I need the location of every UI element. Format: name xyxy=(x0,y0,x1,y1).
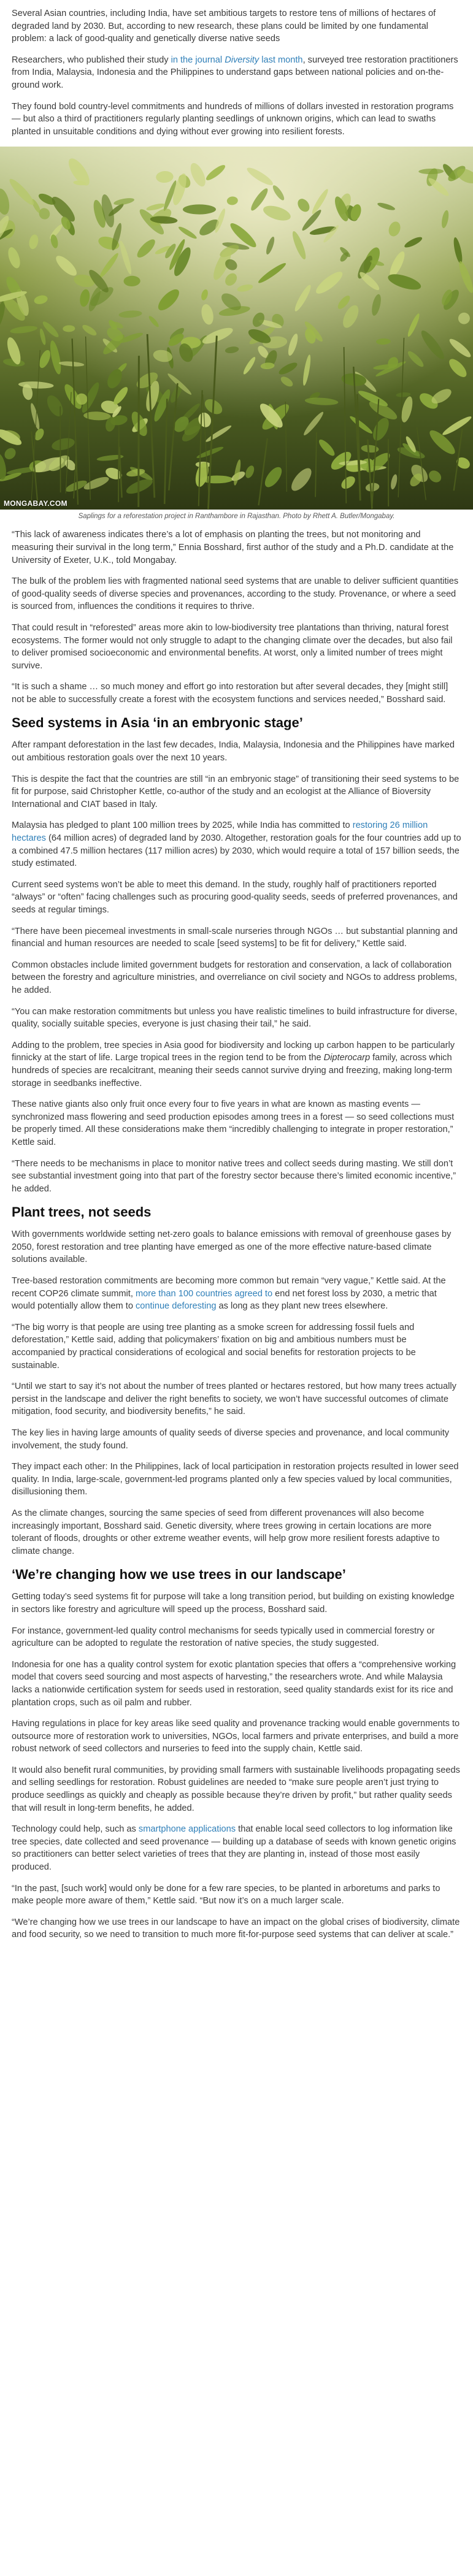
inline-link[interactable] xyxy=(225,55,259,65)
intro-paragraph: Researchers, who published their study in the journal Diversity last month, surveyed tree restoration practitioners from India, Malaysia, Indonesia and the Philippines to understand gaps between national policies and on-the-ground work. xyxy=(12,55,458,90)
body-paragraph: Common obstacles include limited government budgets for restoration and conservation, a lack of collaboration between the forestry and agriculture ministries, and overreliance on civil society and NGOs to address problems, he added. xyxy=(12,960,457,995)
body-paragraph: The key lies in having large amounts of quality seeds of diverse species and provenance, and local community involvement, the study found. xyxy=(12,1428,450,1451)
article-intro xyxy=(12,7,461,138)
section-heading: ‘We’re changing how we use trees in our landscape’ xyxy=(12,1567,346,1583)
inline-link[interactable]: more than 100 countries agreed to xyxy=(135,1288,273,1299)
body-paragraph: As the climate changes, sourcing the same species of seed from different provenances will also become increasingly important, Bosshard said. Genetic diversity, where trees growing in certain locations are more tolerant of floods, droughts or other extreme weather events, will help grow more resilient forests adaptive to climate change. xyxy=(12,1508,440,1556)
inline-link[interactable]: in the journal xyxy=(171,55,225,65)
body-paragraph: These native giants also only fruit once every four to five years in what are known as masting events — synchronized mass flowering and seed production episodes among trees in a forest — so seed collections must be properly timed. All these considerations make them “incredibly challenging to integrate in proper restoration,” Kettle said. xyxy=(12,1099,455,1147)
body-paragraph: It would also benefit rural communities, by providing small farmers with sustainable livelihoods propagating seeds and selling seedlings for restoration. Robust guidelines are needed to “make sure people aren’t just trying to produce seedlings as quickly and cheaply as possible because they’re driven by profit,” but rather quality seeds that will result in long-term benefits, he added. xyxy=(12,1765,460,1813)
article-figure xyxy=(0,147,473,521)
body-paragraph: That could result in “reforested” areas more akin to low-biodiversity tree plantations than thriving, natural forest ecosystems. The former would not only struggle to adapt to the changing climate over the decades, but also fail to deliver promised socioeconomic and environmental benefits. At worst, only a limited number of trees might survive. xyxy=(12,622,453,671)
body-paragraph: The bulk of the problem lies with fragmented national seed systems that are unable to deliver sufficient quantities of good-quality seeds of diverse species and provenances, according to the study. Provenance, or where a seed is sourced from, influences the conditions it requires to thrive. xyxy=(12,576,459,612)
body-paragraph: “There have been piecemeal investments in small-scale nurseries through NGOs … but substantial planning and financial and human resources are needed to scale [seed systems] to be fit for delivery,” Kettle said. xyxy=(12,926,458,949)
body-paragraph: Having regulations in place for key areas like seed quality and provenance tracking would enable governments to outsource more of restoration work to universities, NGOs, local farmers and private enterprises, and build a more robust network of seed collectors and nurseries to feed into the supply chain, Kettle said. xyxy=(12,1719,460,1754)
body-paragraph: This is despite the fact that the countries are still “in an embryonic stage” of transitioning their seed systems to be fit for purpose, said Christopher Kettle, co-author of the study and an ecologist at the Alliance of Bioversity International and CIAT based in Italy. xyxy=(12,774,460,809)
body-paragraph: Malaysia has pledged to plant 100 million trees by 2025, while India has committed to restoring 26 million hectares (64 million acres) of degraded land by 2030. Altogether, restoration goals for the four countries add up to a combined 47.5 million hectares (117 million acres) by 2030, which would require a total of 157 billion seeds, the study estimated. xyxy=(12,820,461,869)
body-paragraph: “The big worry is that people are using tree planting as a smoke screen for addressing fossil fuels and deforestation,” Kettle said, adding that policymakers’ fixation on big and ambitious numbers must be accompanied by practical considerations of ecological and social benefits for restoration projects to be sustainable. xyxy=(12,1322,416,1370)
sapling-photo xyxy=(0,147,473,510)
body-paragraph: “You can make restoration commitments but unless you have realistic timelines to build infrastructure for diverse, quality, socially suitable species, everyone is just chasing their tail,” he said. xyxy=(12,1006,458,1030)
inline-link[interactable]: last month xyxy=(259,55,303,65)
body-paragraph: Adding to the problem, tree species in Asia good for biodiversity and locking up carbon happen to be particularly finnicky at the start of life. Large tropical trees in the region tend to be from the Dipterocarp family, across which hundreds of species are recalcitrant, meaning their seeds cannot survive drying and freezing, making long-term storage in seedbanks ineffective. xyxy=(12,1040,455,1088)
body-paragraph: Indonesia for one has a quality control system for exotic plantation species that offers a “comprehensive working model that covers seed sourcing and most aspects of harvesting,” the researchers wrote. And while Malaysia lacks a nationwide certification system for seeds used in restoration, seed quality standards exist for its rice and plantation crops, such as oil palm and rubber. xyxy=(12,1659,456,1708)
body-paragraph: Tree-based restoration commitments are becoming more common but remain “very vague,” Kettle said. At the recent COP26 climate summit, more than 100 countries agreed to end net forest loss by 2030, a metric that would potentially allow them to continue deforesting as long as they plant new trees elsewhere. xyxy=(12,1276,446,1312)
body-paragraph: “There needs to be mechanisms in place to monitor native trees and collect seeds during masting. We still don’t see substantial investment going into that part of the forestry sector because there’s limited economic incentive,” he added. xyxy=(12,1158,456,1194)
sapling-stem xyxy=(118,426,119,502)
inline-emphasis[interactable]: Diversity xyxy=(225,55,260,65)
body-paragraph: Getting today’s seed systems fit for purpose will take a long transition period, but building on existing knowledge in sectors like forestry and agriculture will speed up the process, Bosshard said. xyxy=(12,1592,455,1615)
sapling-photo-illustration xyxy=(0,147,473,510)
body-paragraph: Technology could help, such as smartphone applications that enable local seed collectors to log information like tree species, date collected and seed provenance — building up a database of seeds with known genetic origins so practitioners can better select varieties of trees that they are planting in, instead of those most easily produced. xyxy=(12,1824,456,1873)
intro-paragraph: They found bold country-level commitments and hundreds of millions of dollars invested in restoration programs — but also a third of practitioners regularly planting seedlings of unknown origins, which can lead to swaths planted in unsuitable conditions and dying without ever growing into resilient forests. xyxy=(12,101,454,137)
body-paragraph: “In the past, [such work] would only be done for a few rare species, to be planted in arboretums and parks to make people more aware of them,” Kettle said. “But now it’s on a much larger scale. xyxy=(12,1883,440,1906)
section-heading: Seed systems in Asia ‘in an embryonic stage’ xyxy=(12,715,303,731)
inline-link[interactable]: continue deforesting xyxy=(136,1301,217,1312)
body-paragraph: Current seed systems won’t be able to meet this demand. In the study, roughly half of practitioners reported “always” or “often” facing challenges such as procuring good-quality seeds, seeds of preferred provenances, and seeds at regular timings. xyxy=(12,879,458,915)
section-heading: Plant trees, not seeds xyxy=(12,1204,152,1220)
body-paragraph: For instance, government-led quality control mechanisms for seeds typically used in commercial forestry or agriculture can be adopted to regulate the restoration of native species, the study suggested. xyxy=(12,1626,435,1649)
inline-link[interactable]: restoring 26 million hectares xyxy=(12,820,428,844)
body-paragraph: With governments worldwide setting net-zero goals to balance emissions with removal of greenhouse gases by 2050, forest restoration and tree planting have emerged as one of the more effective nature-based climate solutions available. xyxy=(12,1229,452,1265)
body-paragraph: “This lack of awareness indicates there’s a lot of emphasis on planting the trees, but not monitoring and measuring their survival in the long term,” Ennia Bosshard, first author of the study and a Ph.D. candidate at the University of Exeter, U.K., told Mongabay. xyxy=(12,530,454,565)
photo-watermark: MONGABAY.COM xyxy=(4,499,67,508)
inline-link[interactable]: smartphone applications xyxy=(138,1824,236,1835)
article-body xyxy=(12,529,461,1941)
body-paragraph: They impact each other: In the Philippines, lack of local participation in restoration projects resulted in lower seed quality. In India, large-scale, government-led programs planted only a few species valued by local communities, disillusioning them. xyxy=(12,1462,459,1497)
photo-caption: Saplings for a reforestation project in Ranthambore in Rajasthan. Photo by Rhett A. Butler/Mongabay. xyxy=(78,513,395,521)
body-paragraph: “It is such a shame … so much money and effort go into restoration but after several decades, they [might still] not be able to successfully create a forest with the ecosystem functions and services needed,” Bosshard said. xyxy=(12,682,448,705)
body-paragraph: After rampant deforestation in the last few decades, India, Malaysia, Indonesia and the Philippines have marked out ambitious restoration goals over the next 10 years. xyxy=(12,740,455,763)
body-paragraph: “We’re changing how we use trees in our landscape to have an impact on the global crises of biodiversity, climate and food security, so we need to transition to much more fit-for-purpose seed systems that can deliver at scale.” xyxy=(12,1917,460,1940)
intro-paragraph: Several Asian countries, including India, have set ambitious targets to restore tens of millions of hectares of degraded land by 2030. But, according to new research, these plans could be limited by one fundamental problem: a lack of good-quality and genetically diverse native seeds xyxy=(12,9,436,44)
inline-emphasis: Dipterocarp xyxy=(323,1053,371,1063)
body-paragraph: “Until we start to say it’s not about the number of trees planted or hectares restored, but how many trees actually persist in the landscape and deliver the right benefits to society, we won’t have successful outcomes of climate mitigation, food security, and biodiversity benefits,” he said. xyxy=(12,1382,456,1417)
